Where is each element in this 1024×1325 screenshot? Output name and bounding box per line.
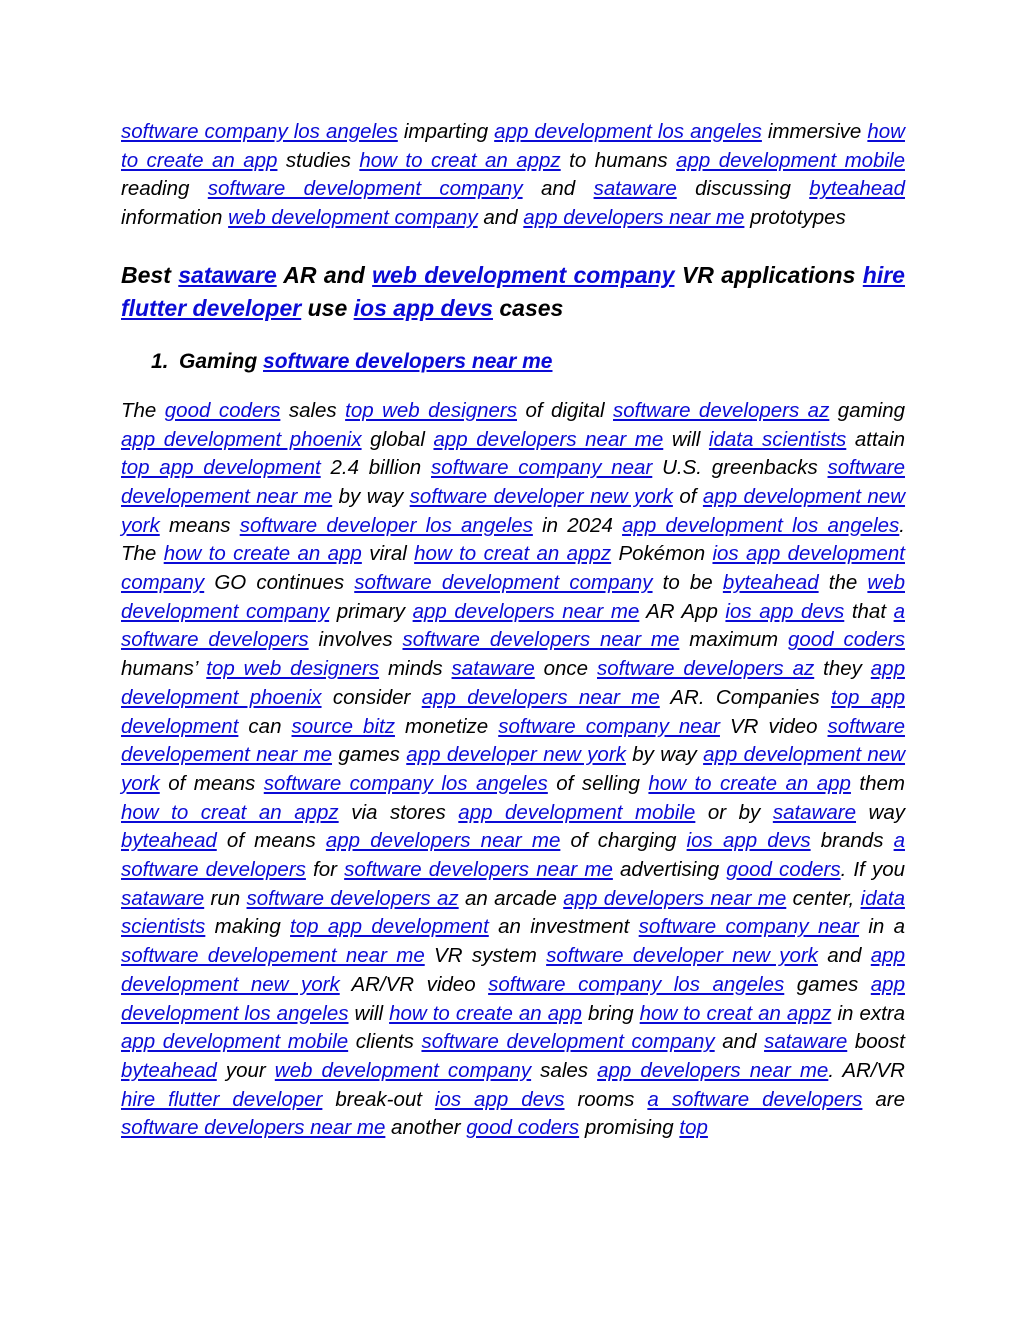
inline-link[interactable]: app developers near me: [412, 599, 640, 623]
inline-text: GO continues: [204, 571, 355, 595]
inline-text: games: [784, 972, 871, 996]
inline-link[interactable]: byteahead: [722, 571, 819, 595]
inline-text: rooms: [564, 1087, 648, 1111]
inline-text: of means: [159, 771, 264, 795]
inline-text: by way: [625, 743, 704, 767]
inline-link[interactable]: web development company: [372, 261, 675, 288]
inline-link[interactable]: sataware: [451, 657, 535, 681]
inline-link[interactable]: ios app devs: [353, 294, 493, 321]
inline-text: can: [238, 714, 292, 738]
inline-link[interactable]: software developers near me: [121, 1116, 386, 1140]
inline-link[interactable]: app developers near me: [325, 829, 561, 853]
inline-text: once: [534, 657, 597, 681]
inline-link[interactable]: app developers near me: [597, 1058, 829, 1082]
inline-text: information: [121, 206, 229, 230]
inline-text: or by: [695, 800, 773, 824]
inline-text: and: [714, 1030, 765, 1054]
inline-link[interactable]: byteahead: [121, 829, 217, 853]
inline-text: bring: [581, 1001, 640, 1025]
inline-text: studies: [277, 148, 360, 172]
list-item-text: [179, 350, 552, 373]
inline-link[interactable]: top app development: [121, 456, 321, 480]
numbered-list: [121, 347, 905, 377]
inline-text: of selling: [547, 771, 649, 795]
inline-link[interactable]: hire flutter developer: [121, 261, 905, 321]
inline-link[interactable]: a software developers: [121, 829, 906, 882]
inline-link[interactable]: app developers near me: [563, 886, 787, 910]
inline-link[interactable]: software developement near me: [121, 944, 425, 968]
inline-text: Gaming: [179, 349, 264, 373]
inline-link[interactable]: how to creat an appz: [414, 542, 612, 566]
inline-text: global: [361, 427, 434, 451]
inline-link[interactable]: app development los angeles: [622, 513, 900, 537]
inline-text: . The: [121, 513, 905, 566]
list-number: 1.: [151, 349, 169, 373]
inline-link[interactable]: app development mobile: [676, 148, 905, 172]
inline-text: will: [663, 427, 709, 451]
inline-text: reading: [121, 177, 208, 201]
inline-text: center,: [786, 886, 861, 910]
inline-text: to humans: [560, 148, 677, 172]
inline-link[interactable]: app development phoenix: [121, 657, 905, 709]
inline-text: in extra: [831, 1001, 906, 1025]
inline-text: brands: [810, 829, 894, 853]
inline-link[interactable]: ios app devs: [725, 599, 845, 623]
inline-text: immersive: [761, 120, 868, 143]
inline-link[interactable]: top app development: [290, 915, 489, 939]
inline-link[interactable]: software developer los angeles: [239, 513, 533, 537]
inline-link[interactable]: app developers near me: [523, 206, 745, 230]
inline-link[interactable]: how to creat an appz: [639, 1001, 832, 1025]
inline-text: run: [204, 886, 247, 910]
inline-link[interactable]: app development los angeles: [494, 120, 762, 143]
inline-text: are: [862, 1087, 905, 1111]
inline-link[interactable]: app developers near me: [421, 685, 660, 709]
inline-text: involves: [308, 628, 403, 652]
inline-text: in a: [859, 915, 905, 939]
inline-text: prototypes: [744, 206, 846, 230]
inline-link[interactable]: app development phoenix: [121, 427, 362, 451]
inline-text: the: [818, 571, 868, 595]
inline-link[interactable]: software development company: [207, 177, 523, 201]
inline-text: use: [301, 294, 354, 321]
inline-link[interactable]: how to create an app: [163, 542, 362, 566]
inline-text: maximum: [679, 628, 788, 652]
inline-link[interactable]: software company los angeles: [488, 972, 785, 996]
list-item: [121, 347, 905, 377]
inline-text: imparting: [397, 120, 495, 143]
inline-link[interactable]: top app development: [121, 685, 905, 738]
inline-text: minds: [379, 657, 452, 681]
body-paragraph: [121, 397, 905, 1143]
inline-link[interactable]: how to create an app: [121, 120, 905, 172]
inline-link[interactable]: software developement near me: [121, 456, 905, 508]
inline-text: AR and: [276, 261, 373, 288]
inline-text: to be: [652, 571, 723, 595]
inline-link[interactable]: software company near: [498, 714, 720, 738]
inline-link[interactable]: web development company: [274, 1058, 532, 1082]
inline-text: clients: [348, 1030, 422, 1054]
inline-text: break-out: [322, 1087, 435, 1111]
inline-link[interactable]: app development new york: [121, 944, 905, 996]
inline-text: AR/VR video: [339, 972, 489, 996]
inline-link[interactable]: source bitz: [291, 714, 395, 738]
inline-link[interactable]: sataware: [772, 800, 857, 824]
inline-text: games: [332, 743, 407, 767]
inline-link[interactable]: software developers az: [246, 886, 459, 910]
inline-text: U.S. greenbacks: [652, 456, 828, 480]
inline-text: that: [844, 599, 894, 623]
inline-link[interactable]: good coders: [726, 858, 841, 882]
inline-link[interactable]: good coders: [787, 628, 905, 652]
inline-link[interactable]: software company near: [431, 456, 653, 480]
inline-link[interactable]: good coders: [164, 398, 281, 422]
inline-text: advertising: [612, 858, 727, 882]
inline-link[interactable]: software developer new york: [409, 484, 673, 508]
inline-text: by way: [332, 484, 410, 508]
inline-text: humans’: [121, 657, 207, 681]
inline-text: will: [348, 1001, 390, 1025]
inline-text: sales: [280, 398, 346, 422]
inline-link[interactable]: good coders: [466, 1116, 580, 1140]
inline-link[interactable]: software developers az: [613, 398, 830, 422]
inline-link[interactable]: how to create an app: [648, 771, 851, 795]
inline-text: promising: [579, 1116, 680, 1140]
inline-link[interactable]: software company los angeles: [263, 771, 548, 795]
inline-text: primary: [329, 599, 413, 623]
inline-text: another: [385, 1116, 467, 1140]
inline-text: AR App: [639, 599, 726, 623]
inline-link[interactable]: a software developers: [647, 1087, 863, 1111]
inline-text: Best: [121, 261, 179, 288]
inline-link[interactable]: sataware: [764, 1030, 848, 1054]
inline-text: discussing: [676, 177, 810, 201]
inline-text: of charging: [560, 829, 687, 853]
inline-link[interactable]: software company los angeles: [121, 120, 398, 143]
inline-text: an investment: [488, 915, 639, 939]
inline-text: cases: [492, 294, 564, 321]
section-heading: [121, 259, 905, 325]
inline-link[interactable]: byteahead: [121, 1058, 217, 1082]
inline-text: . AR/VR: [828, 1058, 905, 1082]
intro-paragraph: [121, 118, 905, 233]
inline-link[interactable]: software developers near me: [344, 858, 613, 882]
inline-link[interactable]: app development new york: [121, 743, 906, 795]
inline-text: VR applications: [674, 261, 863, 288]
inline-text: VR video: [719, 714, 828, 738]
inline-link[interactable]: app development mobile: [458, 800, 696, 824]
inline-text: consider: [321, 685, 422, 709]
inline-text: The: [121, 398, 165, 422]
inline-link[interactable]: app development new york: [121, 484, 906, 537]
inline-link[interactable]: a software developers: [121, 599, 905, 652]
inline-text: AR. Companies: [659, 685, 831, 709]
inline-text: for: [305, 858, 345, 882]
inline-link[interactable]: sataware: [121, 886, 205, 910]
inline-link[interactable]: software developer new york: [546, 944, 818, 968]
document-page: [121, 118, 905, 1143]
inline-link[interactable]: top: [679, 1116, 708, 1140]
inline-link[interactable]: web development company: [228, 206, 478, 230]
inline-link[interactable]: top web designers: [345, 398, 518, 422]
inline-link[interactable]: sataware: [178, 261, 277, 288]
inline-link[interactable]: ios app devs: [686, 829, 811, 853]
inline-text: of means: [216, 829, 326, 853]
inline-link[interactable]: app developers near me: [433, 427, 664, 451]
inline-link[interactable]: app developer new york: [406, 743, 626, 767]
inline-link[interactable]: software developement near me: [121, 714, 905, 767]
inline-link[interactable]: web development company: [121, 571, 905, 623]
inline-text: and: [522, 177, 594, 201]
inline-text: gaming: [829, 398, 906, 422]
inline-link[interactable]: top web designers: [206, 657, 380, 681]
inline-text: 2.4 billion: [320, 456, 431, 480]
inline-text: of: [672, 484, 703, 508]
inline-link[interactable]: how to creat an appz: [121, 800, 339, 824]
inline-text: in 2024: [532, 513, 623, 537]
inline-text: means: [159, 513, 240, 537]
inline-text: attain: [846, 427, 906, 451]
inline-text: an arcade: [458, 886, 564, 910]
inline-text: Pokémon: [611, 542, 713, 566]
inline-text: of digital: [517, 398, 614, 422]
inline-text: they: [814, 657, 871, 681]
inline-link[interactable]: ios app development company: [121, 542, 905, 595]
inline-link[interactable]: software development company: [421, 1030, 715, 1054]
inline-link[interactable]: how to create an app: [389, 1001, 582, 1025]
inline-link[interactable]: idata scientists: [121, 886, 905, 939]
inline-text: way: [856, 800, 906, 824]
inline-text: via stores: [338, 800, 459, 824]
inline-link[interactable]: software development company: [354, 571, 653, 595]
inline-text: sales: [531, 1058, 598, 1082]
inline-link[interactable]: sataware: [593, 177, 677, 201]
inline-text: VR system: [424, 944, 547, 968]
inline-text: and: [817, 944, 871, 968]
inline-text: them: [850, 771, 905, 795]
inline-link[interactable]: hire flutter developer: [121, 1087, 323, 1111]
inline-link[interactable]: software developers near me: [402, 628, 680, 652]
inline-link[interactable]: software developers near me: [263, 349, 553, 373]
inline-link[interactable]: app development mobile: [121, 1030, 349, 1054]
inline-link[interactable]: ios app devs: [434, 1087, 565, 1111]
inline-text: boost: [847, 1030, 905, 1054]
inline-text: and: [477, 206, 524, 230]
inline-text: making: [205, 915, 291, 939]
inline-link[interactable]: app development los angeles: [121, 972, 905, 1025]
inline-text: your: [216, 1058, 275, 1082]
inline-link[interactable]: software company near: [638, 915, 859, 939]
inline-text: monetize: [394, 714, 499, 738]
inline-link[interactable]: idata scientists: [708, 427, 847, 451]
inline-link[interactable]: software developers az: [597, 657, 815, 681]
inline-link[interactable]: byteahead: [809, 177, 905, 201]
inline-text: viral: [361, 542, 415, 566]
inline-text: . If you: [840, 858, 906, 882]
inline-link[interactable]: how to creat an appz: [359, 148, 561, 172]
